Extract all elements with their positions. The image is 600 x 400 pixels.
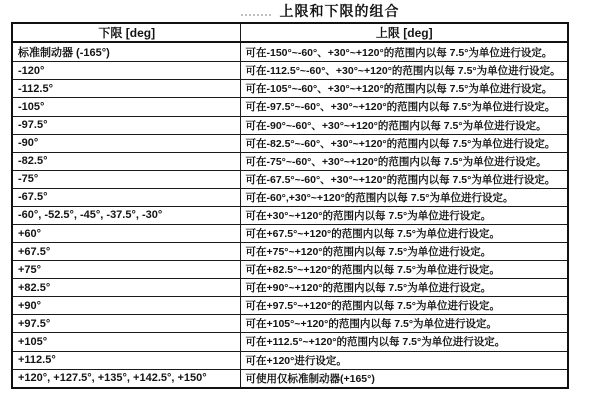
lower-limit-cell: +105° [12, 333, 240, 351]
lower-limit-cell: +67.5° [12, 243, 240, 261]
upper-limit-range-cell: 可在+75°~+120°的范围内以每 7.5°为单位进行设定。 [240, 243, 568, 261]
lower-limit-cell: -120° [12, 62, 240, 80]
upper-limit-range-cell: 可在-105°~-60°、+30°~+120°的范围内以每 7.5°为单位进行设定。 [240, 80, 568, 98]
lower-limit-cell: +75° [12, 261, 240, 279]
upper-limit-range-cell: 可在-112.5°~-60°、+30°~+120°的范围内以每 7.5°为单位进行设定。 [240, 62, 568, 80]
table-row [12, 80, 568, 98]
lower-limit-cell: +97.5° [12, 315, 240, 333]
table-row [12, 261, 568, 279]
table-title: 上限和下限的组合 [279, 3, 400, 19]
upper-limit-range-cell: 可在+112.5°~+120°的范围内以每 7.5°为单位进行设定。 [240, 333, 568, 351]
table-row [12, 369, 568, 388]
table-header-row [12, 23, 568, 42]
upper-limit-range-cell: 可在+97.5°~+120°的范围内以每 7.5°为单位进行设定。 [240, 297, 568, 315]
lower-limit-cell: -105° [12, 98, 240, 116]
upper-limit-range-cell: 可在-97.5°~-60°、+30°~+120°的范围内以每 7.5°为单位进行设定。 [240, 98, 568, 116]
upper-limit-range-cell: 可在+30°~+120°的范围内以每 7.5°为单位进行设定。 [240, 206, 568, 224]
title-row [0, 2, 600, 20]
table-row [12, 206, 568, 224]
lower-limit-cell: +60° [12, 224, 240, 242]
table-body [12, 42, 568, 388]
table-row [12, 134, 568, 152]
table-row [12, 98, 568, 116]
upper-limit-range-cell: 可在-82.5°~-60°、+30°~+120°的范围内以每 7.5°为单位进行设定。 [240, 134, 568, 152]
table-row [12, 62, 568, 80]
lower-limit-cell: +120°, +127.5°, +135°, +142.5°, +150° [12, 369, 240, 388]
table-row [12, 333, 568, 351]
limits-combination-table [11, 22, 569, 389]
lower-limit-cell: +112.5° [12, 351, 240, 369]
upper-limit-range-cell: 可在+120°进行设定。 [240, 351, 568, 369]
lower-limit-cell: -97.5° [12, 116, 240, 134]
table-row [12, 224, 568, 242]
upper-limit-range-cell: 可在+82.5°~+120°的范围内以每 7.5°为单位进行设定。 [240, 261, 568, 279]
column-header-upper-limit: 上限 [deg] [240, 23, 568, 42]
lower-limit-cell: -90° [12, 134, 240, 152]
table-row [12, 315, 568, 333]
table-row [12, 170, 568, 188]
table-row [12, 351, 568, 369]
lower-limit-cell: +90° [12, 297, 240, 315]
table-row [12, 297, 568, 315]
lower-limit-cell: 标准制动器 (-165°) [12, 42, 240, 62]
table-row [12, 152, 568, 170]
upper-limit-range-cell: 可在-67.5°~-60°、+30°~+120°的范围内以每 7.5°为单位进行设定。 [240, 170, 568, 188]
table-row [12, 116, 568, 134]
upper-limit-range-cell: 可在-90°~-60°、+30°~+120°的范围内以每 7.5°为单位进行设定。 [240, 116, 568, 134]
scan-artifact-marks [241, 6, 271, 16]
table-row [12, 279, 568, 297]
upper-limit-range-cell: 可在-75°~-60°、+30°~+120°的范围内以每 7.5°为单位进行设定。 [240, 152, 568, 170]
column-header-lower-limit: 下限 [deg] [12, 23, 240, 42]
upper-limit-range-cell: 可在-150°~-60°、+30°~+120°的范围内以每 7.5°为单位进行设定。 [240, 42, 568, 62]
lower-limit-cell: -112.5° [12, 80, 240, 98]
upper-limit-range-cell: 可在+105°~+120°的范围内以每 7.5°为单位进行设定。 [240, 315, 568, 333]
table-row [12, 42, 568, 62]
upper-limit-range-cell: 可在-60°,+30°~+120°的范围内以每 7.5°为单位进行设定。 [240, 188, 568, 206]
upper-limit-range-cell: 可在+67.5°~+120°的范围内以每 7.5°为单位进行设定。 [240, 224, 568, 242]
lower-limit-cell: -82.5° [12, 152, 240, 170]
lower-limit-cell: +82.5° [12, 279, 240, 297]
lower-limit-cell: -60°, -52.5°, -45°, -37.5°, -30° [12, 206, 240, 224]
lower-limit-cell: -67.5° [12, 188, 240, 206]
upper-limit-range-cell: 可使用仅标准制动器(+165°) [240, 369, 568, 388]
table-row [12, 243, 568, 261]
lower-limit-cell: -75° [12, 170, 240, 188]
table-row [12, 188, 568, 206]
upper-limit-range-cell: 可在+90°~+120°的范围内以每 7.5°为单位进行设定。 [240, 279, 568, 297]
